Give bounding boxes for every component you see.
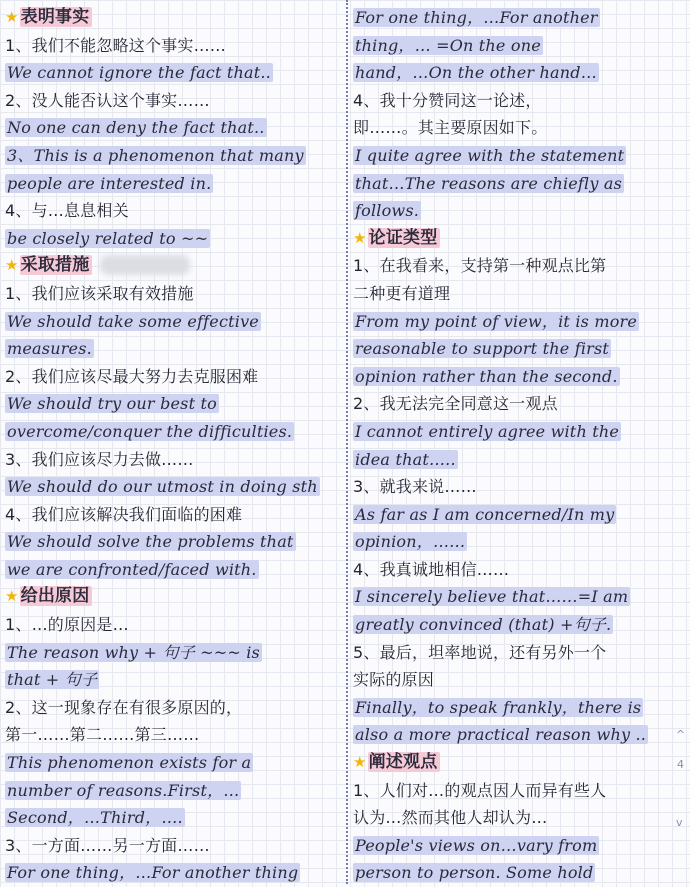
english-sentence-line [5, 390, 343, 418]
highlighted-text: We should do our utmost in doing sth [7, 477, 318, 497]
star-icon: ★ [5, 587, 19, 606]
chinese-phrase-line: 1、在我看来，支持第一种观点比第 [353, 256, 607, 276]
english-sentence-line [353, 528, 688, 556]
chinese-phrase-line: 5、最后，坦率地说，还有另外一个 [353, 642, 607, 662]
section-heading [353, 749, 688, 777]
highlighted-text: opinion，…… [355, 532, 466, 552]
chinese-phrase-line: 4、我们应该解决我们面临的困难 [5, 504, 243, 524]
chinese-phrase-line: 4、我十分赞同这一论述， [353, 90, 542, 110]
english-sentence-line [5, 666, 343, 694]
english-sentence-line [353, 859, 688, 887]
english-sentence-line [353, 59, 688, 87]
chinese-phrase-line: 4、我真诚地相信…… [353, 559, 510, 579]
english-sentence-line [353, 694, 688, 722]
english-sentence-line [353, 583, 688, 611]
highlighted-text: Second，…Third，…. [7, 808, 183, 828]
english-sentence-line [353, 4, 688, 32]
highlighted-text: idea that….. [355, 449, 456, 469]
left-column [5, 4, 343, 887]
english-sentence-line [5, 556, 343, 584]
highlighted-text: hand，…On the other hand… [355, 63, 597, 83]
chinese-phrase-line: 2、我们应该尽最大努力去克服困难 [5, 366, 259, 386]
highlighted-text: number of reasons.First，… [7, 780, 240, 800]
star-icon: ★ [5, 8, 19, 26]
english-sentence-line [353, 32, 688, 60]
highlighted-text: person to person. Some hold [355, 863, 594, 883]
english-sentence-line [5, 749, 343, 777]
chinese-phrase-line: 4、与…息息相关 [5, 201, 129, 221]
section-heading [5, 4, 343, 32]
english-sentence-line [353, 197, 688, 225]
highlighted-text: that…The reasons are chiefly as [355, 173, 623, 193]
section-heading [5, 583, 343, 611]
highlighted-text: For one thing，…For another [355, 8, 598, 27]
english-sentence-line [353, 170, 688, 198]
section-heading [353, 225, 688, 253]
section-heading-text: 给出原因 [20, 586, 93, 606]
highlighted-text: We should solve the problems that [7, 532, 294, 552]
english-sentence-line [353, 363, 688, 391]
star-icon: ★ [353, 753, 367, 772]
chinese-phrase-line: 2、我无法完全同意这一观点 [353, 394, 558, 414]
chinese-phrase-line: 即……。其主要原因如下。 [353, 118, 548, 138]
english-sentence-line [5, 777, 343, 805]
highlighted-text: reasonable to support the first [355, 339, 610, 359]
english-sentence-line [5, 114, 343, 142]
highlighted-text: People's views on…vary from [355, 835, 598, 855]
chinese-phrase-line: 3、就我来说…… [353, 477, 477, 497]
english-sentence-line [353, 721, 688, 749]
chinese-phrase-line: 1、…的原因是… [5, 615, 129, 635]
english-sentence-line [353, 308, 688, 336]
highlighted-text: also a more practical reason why .. [355, 725, 647, 745]
english-sentence-line [5, 859, 343, 887]
english-sentence-line [5, 170, 343, 198]
highlighted-text: We cannot ignore the fact that.. [7, 63, 271, 83]
section-heading-text: 阐述观点 [368, 752, 441, 772]
star-icon: ★ [353, 228, 367, 247]
highlighted-text: From my point of view，it is more [355, 311, 638, 331]
chinese-phrase-line: 2、这一现象存在有很多原因的， [5, 697, 243, 717]
english-sentence-line [5, 418, 343, 446]
highlighted-text: The reason why + 句子 ~~~ is [7, 642, 260, 662]
highlighted-text: thing，… =On the one [355, 35, 541, 55]
section-heading-text: 论证类型 [368, 228, 441, 248]
english-sentence-line [5, 335, 343, 363]
highlighted-text: people are interested in. [7, 173, 212, 193]
english-sentence-line [5, 528, 343, 556]
section-heading-text: 采取措施 [20, 255, 93, 275]
highlighted-text: No one can deny the fact that.. [7, 118, 265, 138]
english-sentence-line [5, 639, 343, 667]
scroll-down-mark[interactable]: v [676, 816, 683, 829]
highlighted-text: I quite agree with the statement [355, 145, 625, 165]
chinese-phrase-line: 实际的原因 [353, 670, 435, 690]
english-sentence-line [353, 501, 688, 529]
english-sentence-line [353, 832, 688, 860]
english-sentence-line [5, 804, 343, 832]
chinese-phrase-line: 1、我们应该采取有效措施 [5, 283, 194, 303]
chinese-phrase-line: 1、我们不能忽略这个事实…… [5, 35, 226, 55]
highlighted-text: opinion rather than the second. [355, 366, 618, 386]
english-sentence-line [5, 59, 343, 87]
highlighted-text: 3、This is a phenomenon that many [7, 145, 304, 165]
column-divider [346, 0, 348, 884]
chinese-phrase-line: 1、人们对…的观点因人而异有些人 [353, 780, 607, 800]
english-sentence-line [5, 473, 343, 501]
chinese-phrase-line: 3、一方面……另一方面…… [5, 835, 210, 855]
chinese-phrase-line: 3、我们应该尽力去做…… [5, 449, 194, 469]
section-heading-text: 表明事实 [20, 7, 93, 27]
highlighted-text: we are confronted/faced with. [7, 559, 257, 579]
chinese-phrase-line: 2、没人能否认这个事实…… [5, 90, 210, 110]
highlighted-text: that + 句子 [7, 670, 98, 690]
highlighted-text: greatly convinced (that) +句子. [355, 615, 612, 635]
english-sentence-line [353, 418, 688, 446]
highlighted-text: Finally，to speak frankly，there is [355, 697, 642, 717]
chinese-phrase-line: 认为…然而其他人却认为… [353, 808, 548, 828]
highlighted-text: For one thing，…For another thing [7, 863, 299, 883]
highlighted-text: I sincerely believe that……=I am [355, 587, 629, 607]
highlighted-text: measures. [7, 339, 92, 359]
english-sentence-line [5, 225, 343, 253]
highlighted-text: I cannot entirely agree with the [355, 421, 620, 441]
scroll-up-mark[interactable]: ^ [676, 728, 686, 741]
highlighted-text: follows. [355, 201, 420, 221]
mixed-sentence-line [5, 142, 343, 170]
english-sentence-line [353, 446, 688, 474]
right-column [353, 4, 688, 887]
page-number-mark: 4 [677, 758, 684, 771]
english-sentence-line [353, 142, 688, 170]
english-sentence-line [5, 308, 343, 336]
star-icon: ★ [5, 256, 19, 275]
highlighted-text: We should take some effective [7, 311, 259, 331]
chinese-phrase-line: 第一……第二……第三…… [5, 725, 200, 745]
redacted-blur [100, 255, 190, 275]
chinese-phrase-line: 二种更有道理 [353, 283, 451, 303]
highlighted-text: We should try our best to [7, 394, 217, 414]
section-heading [5, 252, 343, 280]
highlighted-text: overcome/conquer the difficulties. [7, 421, 293, 441]
english-sentence-line [353, 335, 688, 363]
highlighted-text: As far as I am concerned/In my [355, 504, 615, 524]
english-sentence-line [353, 611, 688, 639]
highlighted-text: This phenomenon exists for a [7, 753, 252, 773]
highlighted-text: be closely related to ~~ [7, 228, 209, 248]
